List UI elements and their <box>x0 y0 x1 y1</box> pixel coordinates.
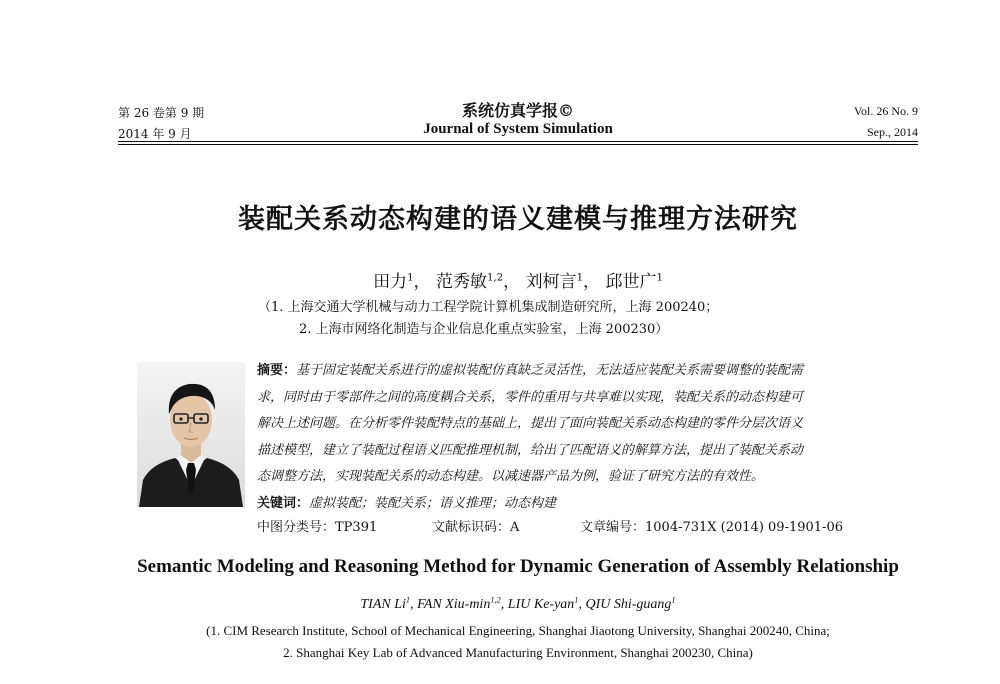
abstract-line-4: 描述模型，建立了装配过程语义匹配推理机制，给出了匹配语义的解算方法，提出了装配关系动 <box>257 442 804 458</box>
affiliation-cn-1: （1. 上海交通大学机械与动力工程学院计算机集成制造研究所，上海 200240； <box>258 300 719 315</box>
authors-en <box>0 595 1000 613</box>
author-en-2: FAN Xiu-$\min^{1,2}$, <box>417 595 508 612</box>
volume-issue-cn: 第 26 卷第 9 期 <box>118 106 205 120</box>
author-en-3: LIU Ke-yan$^1$, <box>507 595 586 612</box>
article-number: 文章编号：1004-731X (2014) 09-1901-06 <box>580 520 843 535</box>
authors-cn <box>0 267 1000 292</box>
abstract-line-3: 解决上述问题。在分析零件装配特点的基础上，提出了面向装配关系动态构建的零件分层次语义 <box>257 416 804 431</box>
date-cn: 2014 年 9 月 <box>118 127 192 141</box>
keywords <box>257 491 917 518</box>
affiliation-cn-2: 2. 上海市网络化制造与企业信息化重点实验室，上海 200230） <box>299 322 669 337</box>
affiliation-en-2: 2. Shanghai Key Lab of Advanced Manufacturing Environment, Shanghai 200230, China) <box>283 645 753 660</box>
paper-title-cn: 装配关系动态构建的语义建模与推理方法研究 <box>238 204 798 235</box>
author-photo-image <box>137 362 245 507</box>
author-cn-3: 刘柯言$^1$， <box>525 272 601 292</box>
journal-title-en: Journal of System Simulation <box>423 121 613 137</box>
author-cn-1: 田力$^1$， <box>373 272 431 292</box>
date-en: Sep., 2014 <box>867 125 918 139</box>
author-cn-4: 邱世广$^1$ <box>605 272 663 292</box>
header-rule-top <box>118 141 918 142</box>
abstract <box>257 358 917 517</box>
document-code: 文献标识码：A <box>432 520 520 535</box>
abstract-label: 摘要： <box>257 363 297 378</box>
author-en-4: QIU Shi-guang$^1$ <box>585 595 676 612</box>
author-photo <box>137 362 245 507</box>
abstract-line-5: 态调整方法，实现装配关系的动态构建。以减速器产品为例，验证了研究方法的有效性。 <box>257 469 765 484</box>
journal-title-cn: 系统仿真学报© <box>461 101 574 120</box>
clc-number: 中图分类号：TP391 <box>257 520 378 535</box>
abstract-line-2: 求，同时由于零部件之间的高度耦合关系，零件的重用与共享难以实现，装配关系的动态构建可 <box>257 389 804 405</box>
abstract-line-1: 摘要：基于固定装配关系进行的虚拟装配仿真缺乏灵活性，无法适应装配关系需要调整的装配需 <box>257 363 804 378</box>
paper-title-en: Semantic Modeling and Reasoning Method for Dynamic Generation of Assembly Relationship <box>137 556 899 577</box>
volume-issue-en: Vol. 26 No. 9 <box>853 104 918 118</box>
keywords-text: 虚拟装配；装配关系；语义推理；动态构建 <box>309 495 557 511</box>
author-en-1: TIAN Li$^1$, <box>360 595 418 612</box>
author-cn-2: 范秀敏$^{1,2}$， <box>435 272 521 292</box>
affiliation-en-1: (1. CIM Research Institute, School of Mechanical Engineering, Shanghai Jiaotong University, Shanghai 200240, China; <box>206 623 830 638</box>
keywords-label: 关键词： <box>257 495 310 511</box>
header-rule-bottom <box>118 144 918 145</box>
